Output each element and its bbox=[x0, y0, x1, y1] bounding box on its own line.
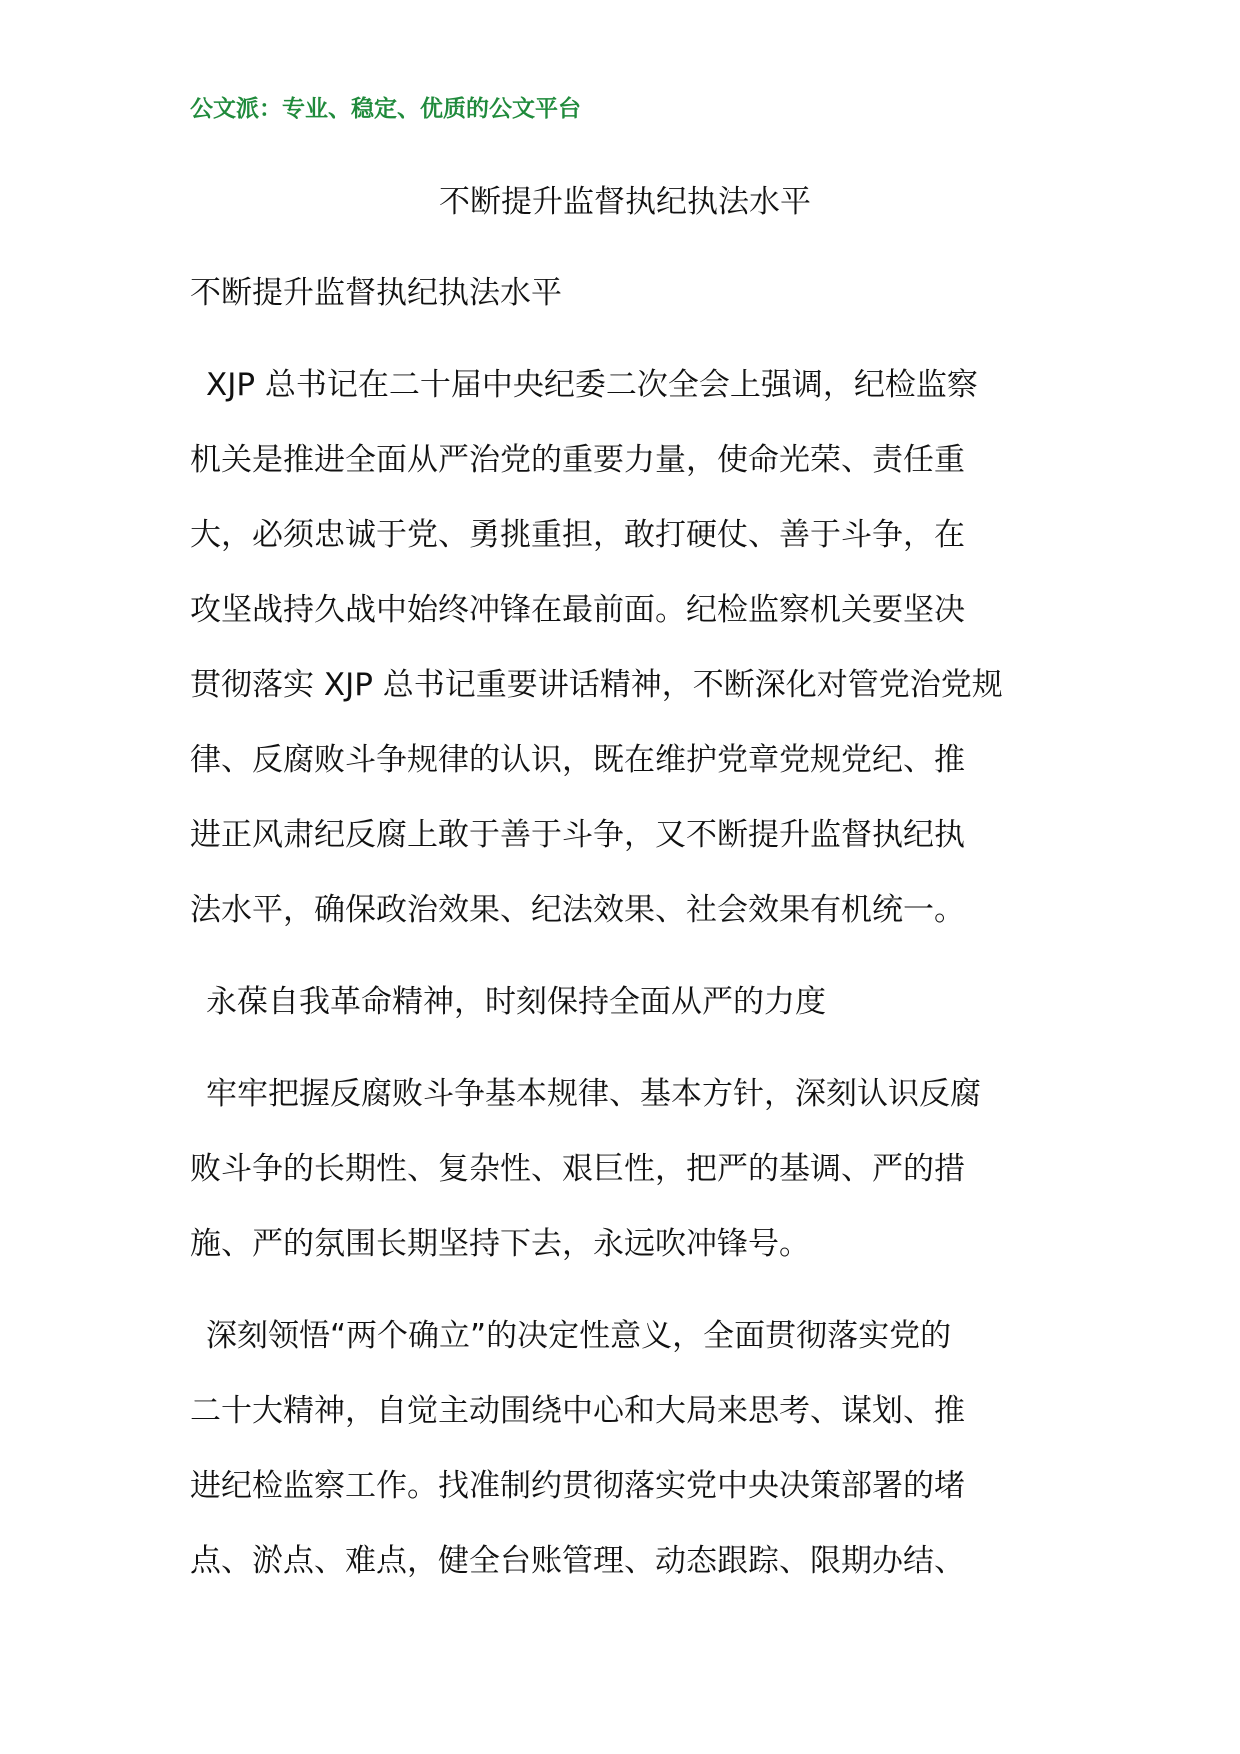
document-title: 不断提升监督执纪执法水平 bbox=[439, 184, 811, 220]
text-line: 法水平，确保政治效果、纪法效果、社会效果有机统一。 bbox=[190, 892, 965, 928]
paragraph-subtitle bbox=[190, 256, 1060, 331]
text-line: 大，必须忠诚于党、勇挑重担，敢打硬仗、善于斗争，在 bbox=[190, 517, 965, 553]
text-line: 施、严的氛围长期坚持下去，永远吹冲锋号。 bbox=[190, 1226, 810, 1262]
paragraph-body bbox=[190, 1057, 1060, 1282]
text-line: XJP 总书记在二十届中央纪委二次全会上强调，纪检监察 bbox=[206, 367, 978, 403]
text-line: 败斗争的长期性、复杂性、艰巨性，把严的基调、严的措 bbox=[190, 1151, 965, 1187]
text-line: 不断提升监督执纪执法水平 bbox=[190, 275, 562, 311]
text-line: 点、淤点、难点，健全台账管理、动态跟踪、限期办结、 bbox=[190, 1543, 965, 1579]
text-line: 律、反腐败斗争规律的认识，既在维护党章党规党纪、推 bbox=[190, 742, 965, 778]
text-line: 贯彻落实 XJP 总书记重要讲话精神，不断深化对管党治党规 bbox=[190, 667, 1003, 703]
document-body bbox=[190, 256, 1060, 1599]
text-line: 攻坚战持久战中始终冲锋在最前面。纪检监察机关要坚决 bbox=[190, 592, 965, 628]
paragraph-intro bbox=[190, 348, 1060, 948]
text-line: 机关是推进全面从严治党的重要力量，使命光荣、责任重 bbox=[190, 442, 965, 478]
text-line: 进正风肃纪反腐上敢于善于斗争，又不断提升监督执纪执 bbox=[190, 817, 965, 853]
section-heading bbox=[190, 965, 1060, 1040]
text-line: 牢牢把握反腐败斗争基本规律、基本方针，深刻认识反腐 bbox=[206, 1076, 981, 1112]
text-line: 永葆自我革命精神，时刻保持全面从严的力度 bbox=[206, 984, 826, 1020]
paragraph-body bbox=[190, 1299, 1060, 1599]
header-brand: 公文派：专业、稳定、优质的公文平台 bbox=[190, 96, 581, 122]
text-line: 深刻领悟“两个确立”的决定性意义，全面贯彻落实党的 bbox=[206, 1318, 952, 1354]
text-line: 二十大精神，自觉主动围绕中心和大局来思考、谋划、推 bbox=[190, 1393, 965, 1429]
text-line: 进纪检监察工作。找准制约贯彻落实党中央决策部署的堵 bbox=[190, 1468, 965, 1504]
